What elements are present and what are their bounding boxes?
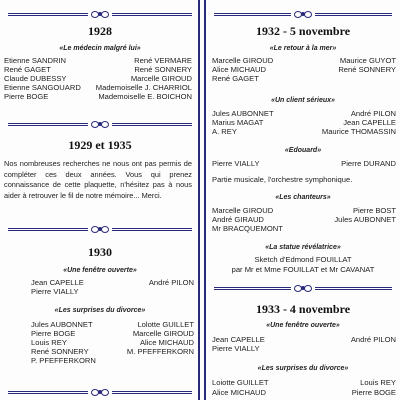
cast-name: Maurice GUYOT: [339, 56, 396, 65]
cast-name: Pierre BOGE: [31, 329, 76, 338]
section-heading-1933: 1933 - 4 novembre: [255, 302, 351, 316]
play-title: «Une fenêtre ouverte»: [63, 267, 137, 274]
cast-name: Marcelle GIROUD: [132, 329, 194, 338]
sketch-credit: Sketch d'Edmond FOUILLAT: [254, 255, 352, 264]
cast-name: Jean CAPELLE: [31, 278, 84, 287]
cast-name: René VERMARE: [134, 56, 192, 65]
cast-name: Loiotte GUILLET: [212, 378, 269, 387]
cast-name: Jean CAPELLE: [212, 335, 265, 344]
cast-name: A. REY: [212, 127, 237, 136]
sketch-performers: par Mr et Mme FOUILLAT et Mr CAVANAT: [231, 265, 375, 274]
play-title: «Une fenêtre ouverte»: [266, 322, 340, 329]
cast-name: René SONNERY: [134, 65, 192, 74]
cast-name: Louis REY: [360, 378, 396, 387]
play-title: «Les surprises du divorce»: [54, 307, 146, 314]
ornament-divider: [214, 10, 392, 18]
cast-name: Maurice THOMASSIN: [321, 127, 396, 136]
cast-name: Pierre VIALLY: [212, 344, 260, 353]
cast-name: P. PFEFFERKORN: [31, 356, 96, 365]
cast-name: René SONNERY: [31, 347, 89, 356]
cast-name: Pierre VIALLY: [31, 287, 79, 296]
ornament-divider: [8, 120, 192, 128]
play-title: «Un client sérieux»: [271, 97, 335, 104]
cast-name: Marcelle GIROUD: [212, 206, 274, 215]
cast-name: Mademoiselle J. CHARRIOL: [95, 83, 192, 92]
cast-name: René GAGET: [212, 74, 259, 83]
play-title: «Edouard»: [284, 147, 322, 154]
cast-name: Pierre BOST: [352, 206, 396, 215]
cast-name: Pierre DURAND: [341, 159, 396, 168]
play-title: «Le retour à la mer»: [269, 45, 337, 52]
cast-name: Etienne SANDRIN: [4, 56, 67, 65]
ornament-divider: [8, 388, 192, 396]
cast-name: Claude DUBESSY: [4, 74, 67, 83]
section-heading-1930: 1930: [88, 245, 112, 259]
right-column: [204, 0, 400, 400]
cast-name: André PILON: [350, 109, 396, 118]
cast-name: Alice MICHAUD: [139, 338, 194, 347]
cast-name: André GIRAUD: [212, 215, 264, 224]
section-heading-1928: 1928: [88, 24, 112, 38]
ornament-divider: [214, 284, 392, 292]
cast-name: René SONNERY: [338, 65, 396, 74]
cast-name: Marcelle GIROUD: [130, 74, 192, 83]
cast-name: Marius MAGAT: [212, 118, 264, 127]
cast-name: Louis REY: [31, 338, 67, 347]
cast-name: Mr BRACQUEMONT: [212, 224, 283, 233]
cast-name: André PILON: [350, 335, 396, 344]
music-note: Partie musicale, l'orchestre symphonique.: [212, 175, 353, 184]
missing-years-paragraph: Nos nombreuses recherches ne nous ont pas permis de compléter ces deux années. Vous qui prenez connaissance de cette plaquette, n'hésitez pas à nous aider à retrouver le fil de notre mémoire... Merci.: [4, 159, 192, 200]
cast-name: Alice MICHAUD: [212, 65, 267, 74]
cast-name: André PILON: [148, 278, 194, 287]
ornament-divider: [8, 225, 192, 233]
cast-name: Jules AUBONNET: [31, 320, 93, 329]
play-title: «La statue révélatrice»: [265, 244, 341, 251]
cast-name: René GAGET: [4, 65, 51, 74]
cast-name: Lolotte GUILLET: [137, 320, 194, 329]
cast-name: Pierre BOGE: [4, 92, 49, 101]
cast-name: Jean CAPELLE: [343, 118, 396, 127]
cast-name: Pierre VIALLY: [212, 159, 260, 168]
play-title: «Les chanteurs»: [275, 194, 331, 201]
cast-name: M. PFEFFERKORN: [126, 347, 194, 356]
cast-name: Jules AUBONNET: [212, 109, 274, 118]
ornament-divider: [8, 10, 192, 18]
cast-name: Alice MICHAUD: [212, 388, 267, 397]
cast-name: Marcelle GIROUD: [212, 56, 274, 65]
cast-name: Jules AUBONNET: [334, 215, 396, 224]
play-title: «Les surprises du divorce»: [257, 365, 349, 372]
cast-name: Etienne SANGOUARD: [4, 83, 81, 92]
play-title: «Le médecin malgré lui»: [59, 45, 141, 52]
cast-name: Pierre BOGE: [351, 388, 396, 397]
section-heading-1929-1935: 1929 et 1935: [68, 138, 132, 152]
section-heading-1932: 1932 - 5 novembre: [255, 24, 351, 38]
cast-name: Mademoiselle E. BOICHON: [98, 92, 192, 101]
